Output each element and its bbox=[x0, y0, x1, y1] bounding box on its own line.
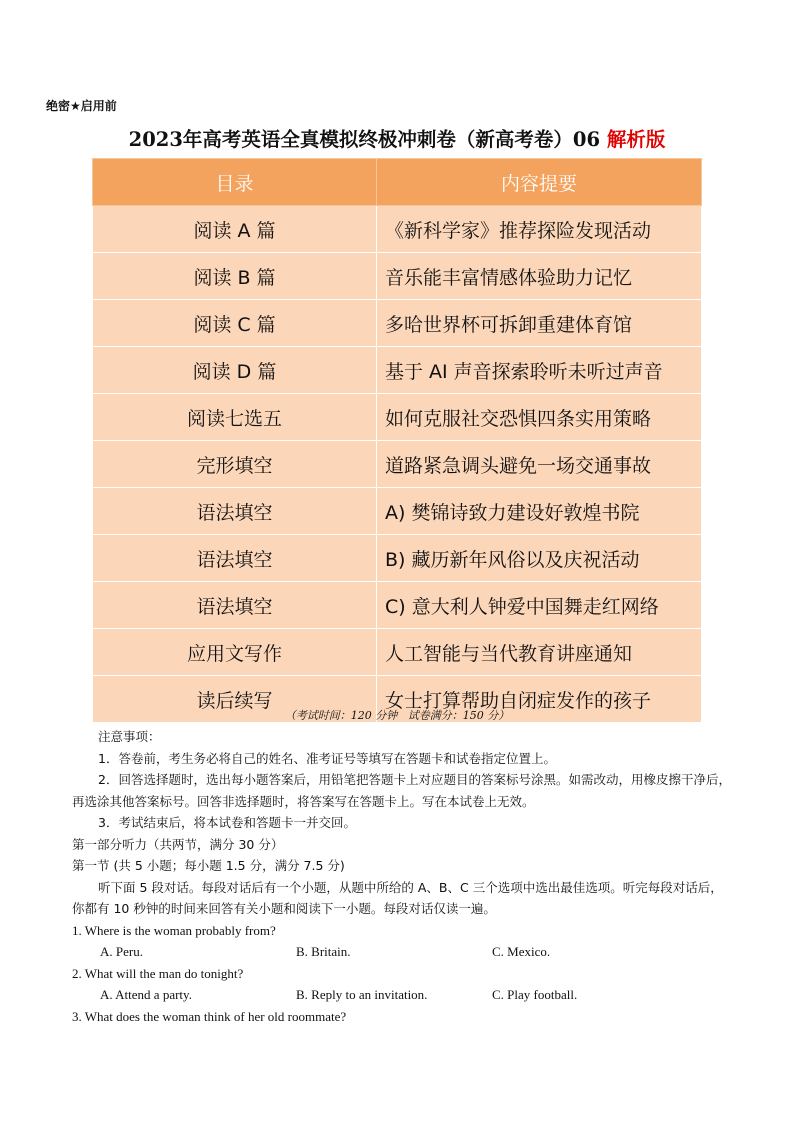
section-summary: 音乐能丰富情感体验助力记忆 bbox=[377, 253, 702, 300]
table-row bbox=[93, 253, 702, 300]
note-item: 3．考试结束后，将本试卷和答题卡一并交回。 bbox=[98, 815, 356, 830]
section-summary: 多哈世界杯可拆卸重建体育馆 bbox=[377, 300, 702, 347]
note-item: 1．答卷前，考生务必将自己的姓名、准考证号等填写在答题卡和试卷指定位置上。 bbox=[98, 750, 556, 766]
exam-time-info: （考试时间：120 分钟 试卷满分：150 分） bbox=[284, 709, 510, 722]
section-name: 读后续写 bbox=[93, 676, 377, 723]
section-name: 语法填空 bbox=[93, 582, 377, 629]
option-b: B. Britain. bbox=[296, 944, 351, 959]
section-summary: 道路紧急调头避免一场交通事故 bbox=[377, 441, 702, 488]
option-b: B. Reply to an invitation. bbox=[296, 987, 428, 1002]
section-name: 阅读七选五 bbox=[93, 394, 377, 441]
table-row bbox=[93, 488, 702, 535]
section-name: 阅读 C 篇 bbox=[93, 300, 377, 347]
table-row bbox=[93, 629, 702, 676]
title-answer-version: 解析版 bbox=[606, 128, 666, 151]
question-1-options bbox=[72, 941, 732, 963]
notes-heading: 注意事项： bbox=[98, 729, 161, 744]
option-a: A. Attend a party. bbox=[100, 987, 192, 1002]
section-summary: C) 意大利人钟爱中国舞走红网络 bbox=[377, 582, 702, 629]
question-2-options bbox=[72, 984, 732, 1006]
table-row bbox=[93, 394, 702, 441]
table-row bbox=[93, 347, 702, 394]
question-1: 1. Where is the woman probably from? bbox=[72, 922, 276, 938]
section-name: 阅读 A 篇 bbox=[93, 206, 377, 253]
section-name: 阅读 D 篇 bbox=[93, 347, 377, 394]
section-summary: A) 樊锦诗致力建设好敦煌书院 bbox=[377, 488, 702, 535]
title-main: 2023年高考英语全真模拟终极冲刺卷（新高考卷）06 bbox=[128, 128, 601, 151]
contents-header-summary: 内容提要 bbox=[377, 159, 702, 206]
option-c: C. Play football. bbox=[492, 987, 578, 1002]
page-title bbox=[0, 124, 794, 152]
contents-header-catalog: 目录 bbox=[93, 159, 377, 206]
exam-body bbox=[72, 726, 732, 1027]
option-c: C. Mexico. bbox=[492, 944, 551, 959]
section-name: 语法填空 bbox=[93, 535, 377, 582]
section-name: 阅读 B 篇 bbox=[93, 253, 377, 300]
section-name: 应用文写作 bbox=[93, 629, 377, 676]
table-row bbox=[93, 300, 702, 347]
contents-table bbox=[92, 158, 702, 723]
section-summary: B) 藏历新年风俗以及庆祝活动 bbox=[377, 535, 702, 582]
question-2: 2. What will the man do tonight? bbox=[72, 965, 244, 981]
confidential-label: 绝密★启用前 bbox=[46, 99, 117, 113]
section-summary: 人工智能与当代教育讲座通知 bbox=[377, 629, 702, 676]
contents-header-row bbox=[93, 159, 702, 206]
table-row bbox=[93, 441, 702, 488]
section-name: 完形填空 bbox=[93, 441, 377, 488]
section1-heading: 第一节 (共 5 小题；每小题 1.5 分，满分 7.5 分) bbox=[72, 858, 345, 873]
listening-instructions: 听下面 5 段对话。每段对话后有一个小题，从题中所给的 A、B、C 三个选项中选出最佳选项。听完每段对话后，你都有 10 秒钟的时间来回答有关小题和阅读下一小题。每段对话仅读一遍。 bbox=[72, 879, 723, 916]
section-name: 语法填空 bbox=[93, 488, 377, 535]
note-item: 2．回答选择题时，选出每小题答案后，用铅笔把答题卡上对应题目的答案标号涂黑。如需改动，用橡皮擦干净后，再选涂其他答案标号。回答非选择题时，将答案写在答题卡上。写在本试卷上无效。 bbox=[72, 772, 731, 809]
section-summary: 女士打算帮助自闭症发作的孩子 bbox=[377, 676, 702, 723]
table-row bbox=[93, 206, 702, 253]
section-summary: 《新科学家》推荐探险发现活动 bbox=[377, 206, 702, 253]
section-summary: 如何克服社交恐惧四条实用策略 bbox=[377, 394, 702, 441]
table-row bbox=[93, 582, 702, 629]
option-a: A. Peru. bbox=[100, 944, 143, 959]
part1-heading: 第一部分听力（共两节，满分 30 分） bbox=[72, 836, 284, 852]
table-row bbox=[93, 535, 702, 582]
question-3: 3. What does the woman think of her old roommate? bbox=[72, 1008, 347, 1024]
section-summary: 基于 AI 声音探索聆听未听过声音 bbox=[377, 347, 702, 394]
